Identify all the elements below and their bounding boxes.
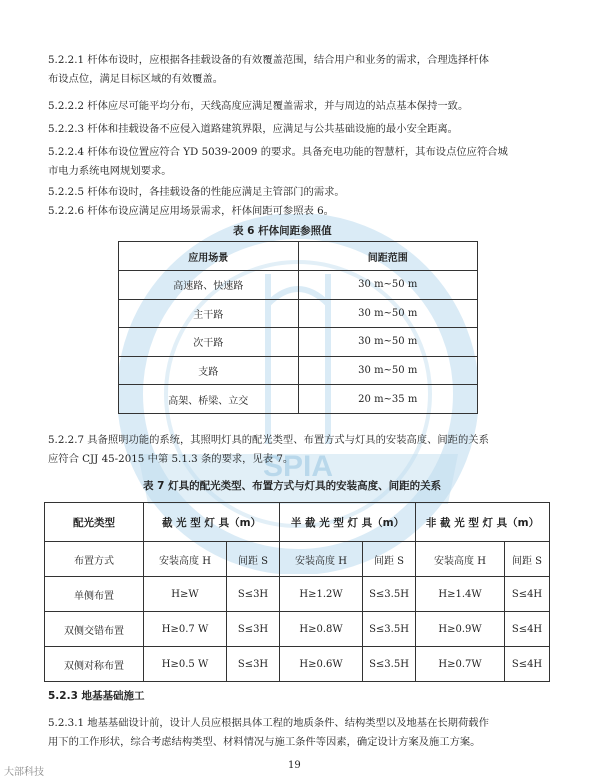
table-cell: H≥0.7W (416, 647, 505, 682)
table-cell: 双侧交错布置 (45, 612, 144, 647)
table7-head-non-cutoff: 非 截 光 型 灯 具（m） (416, 503, 550, 542)
table-row (45, 612, 550, 647)
table-cell: S≤4H (505, 647, 550, 682)
table-cell: S≤3.5H (363, 577, 416, 612)
para-5-2-2-2: 5.2.2.2 杆体应尽可能平均分布，天线高度应满足覆盖需求，并与周边的站点基本保持一致。 (48, 100, 469, 112)
table6-header-scene: 应用场景 (119, 242, 299, 271)
table-cell: S≤3.5H (363, 647, 416, 682)
table-row (45, 577, 550, 612)
table-row (45, 647, 550, 682)
table-cell: 布置方式 (45, 542, 144, 577)
table7-head-semi-cutoff: 半 截 光 型 灯 具（m） (280, 503, 416, 542)
table-row (119, 356, 478, 385)
para-5-2-2-5: 5.2.2.5 杆体布设时，各挂载设备的性能应满足主管部门的需求。 (48, 186, 345, 198)
para-5-2-2-1-line1: 5.2.2.1 杆体布设时，应根据各挂载设备的有效覆盖范围，结合用户和业务的需求，合理选择杆体 (48, 54, 489, 66)
table7-caption: 表 7 灯具的配光类型、布置方式与灯具的安装高度、间距的关系 (143, 480, 442, 492)
para-5-2-2-7-line2: 应符合 CJJ 45-2015 中第 5.1.3 条的要求，见表 7。 (48, 453, 294, 465)
table-cell: H≥0.9W (416, 612, 505, 647)
table-cell: S≤3H (227, 577, 280, 612)
table-cell: S≤4H (505, 612, 550, 647)
para-5-2-3-1-line2: 用下的工作形状，综合考虑结构类型、材料情况与施工条件等因素，确定设计方案及施工方案。 (48, 736, 481, 748)
para-5-2-2-3: 5.2.2.3 杆体和挂载设备不应侵入道路建筑界限，应满足与公共基础设施的最小安全距离。 (48, 123, 458, 135)
table-cell: H≥0.7 W (144, 612, 227, 647)
table-cell: S≤3H (227, 612, 280, 647)
table-row (119, 385, 478, 414)
table-row (119, 271, 478, 300)
para-5-2-3-1-line1: 5.2.3.1 地基基础设计前，设计人员应根据具体工程的地质条件、结构类型以及地基在长期荷载作 (48, 717, 489, 729)
table-cell: S≤3.5H (363, 612, 416, 647)
para-5-2-2-7-line1: 5.2.2.7 具备照明功能的系统，其照明灯具的配光类型、布置方式与灯具的安装高度、间距的关系 (48, 434, 489, 446)
table7-head-type: 配光类型 (45, 503, 144, 542)
table-cell: 间距 S (227, 542, 280, 577)
table-cell: 支路 (119, 356, 299, 385)
table-cell: H≥W (144, 577, 227, 612)
table-cell: 30 m~50 m (298, 299, 478, 328)
table-cell: 主干路 (119, 299, 299, 328)
table-cell: 双侧对称布置 (45, 647, 144, 682)
table-cell: 高架、桥梁、立交 (119, 385, 299, 414)
table-cell: 安装高度 H (144, 542, 227, 577)
table-cell: H≥0.8W (280, 612, 363, 647)
para-5-2-2-4-line2: 市电力系统电网规划要求。 (48, 165, 172, 177)
page-number: 19 (288, 760, 301, 771)
table-cell: H≥1.4W (416, 577, 505, 612)
table-cell: 安装高度 H (416, 542, 505, 577)
table-cell: 安装高度 H (280, 542, 363, 577)
para-5-2-2-6: 5.2.2.6 杆体布设应满足应用场景需求，杆体间距可参照表 6。 (48, 205, 334, 217)
table6-caption: 表 6 杆体间距参照值 (233, 225, 332, 237)
para-5-2-2-4-line1: 5.2.2.4 杆体布设位置应符合 YD 5039-2009 的要求。具备充电功能的智慧杆，其布设点位应符合城 (48, 146, 508, 158)
table-cell: 间距 S (363, 542, 416, 577)
section-heading-5-2-3: 5.2.3 地基基础施工 (48, 690, 145, 702)
table7 (44, 502, 550, 682)
para-5-2-2-1-line2: 布设点位，满足目标区域的有效覆盖。 (48, 73, 224, 85)
table-cell: 高速路、快速路 (119, 271, 299, 300)
table-cell: H≥1.2W (280, 577, 363, 612)
table-cell: 间距 S (505, 542, 550, 577)
table-cell: 20 m~35 m (298, 385, 478, 414)
table-cell: H≥0.5 W (144, 647, 227, 682)
table7-head-cutoff: 截 光 型 灯 具（m） (144, 503, 280, 542)
table-cell: 30 m~50 m (298, 356, 478, 385)
table6 (118, 241, 478, 414)
table-row (119, 299, 478, 328)
table-cell: 次干路 (119, 328, 299, 357)
table-cell: 30 m~50 m (298, 328, 478, 357)
table-cell: S≤4H (505, 577, 550, 612)
table-cell: 单侧布置 (45, 577, 144, 612)
watermark-text: SPIA (262, 450, 334, 483)
table-cell: S≤3H (227, 647, 280, 682)
table-cell: H≥0.6W (280, 647, 363, 682)
table6-header-range: 间距范围 (298, 242, 478, 271)
corner-logo: 大部科技 (4, 767, 44, 778)
table-row (119, 328, 478, 357)
table-cell: 30 m~50 m (298, 271, 478, 300)
